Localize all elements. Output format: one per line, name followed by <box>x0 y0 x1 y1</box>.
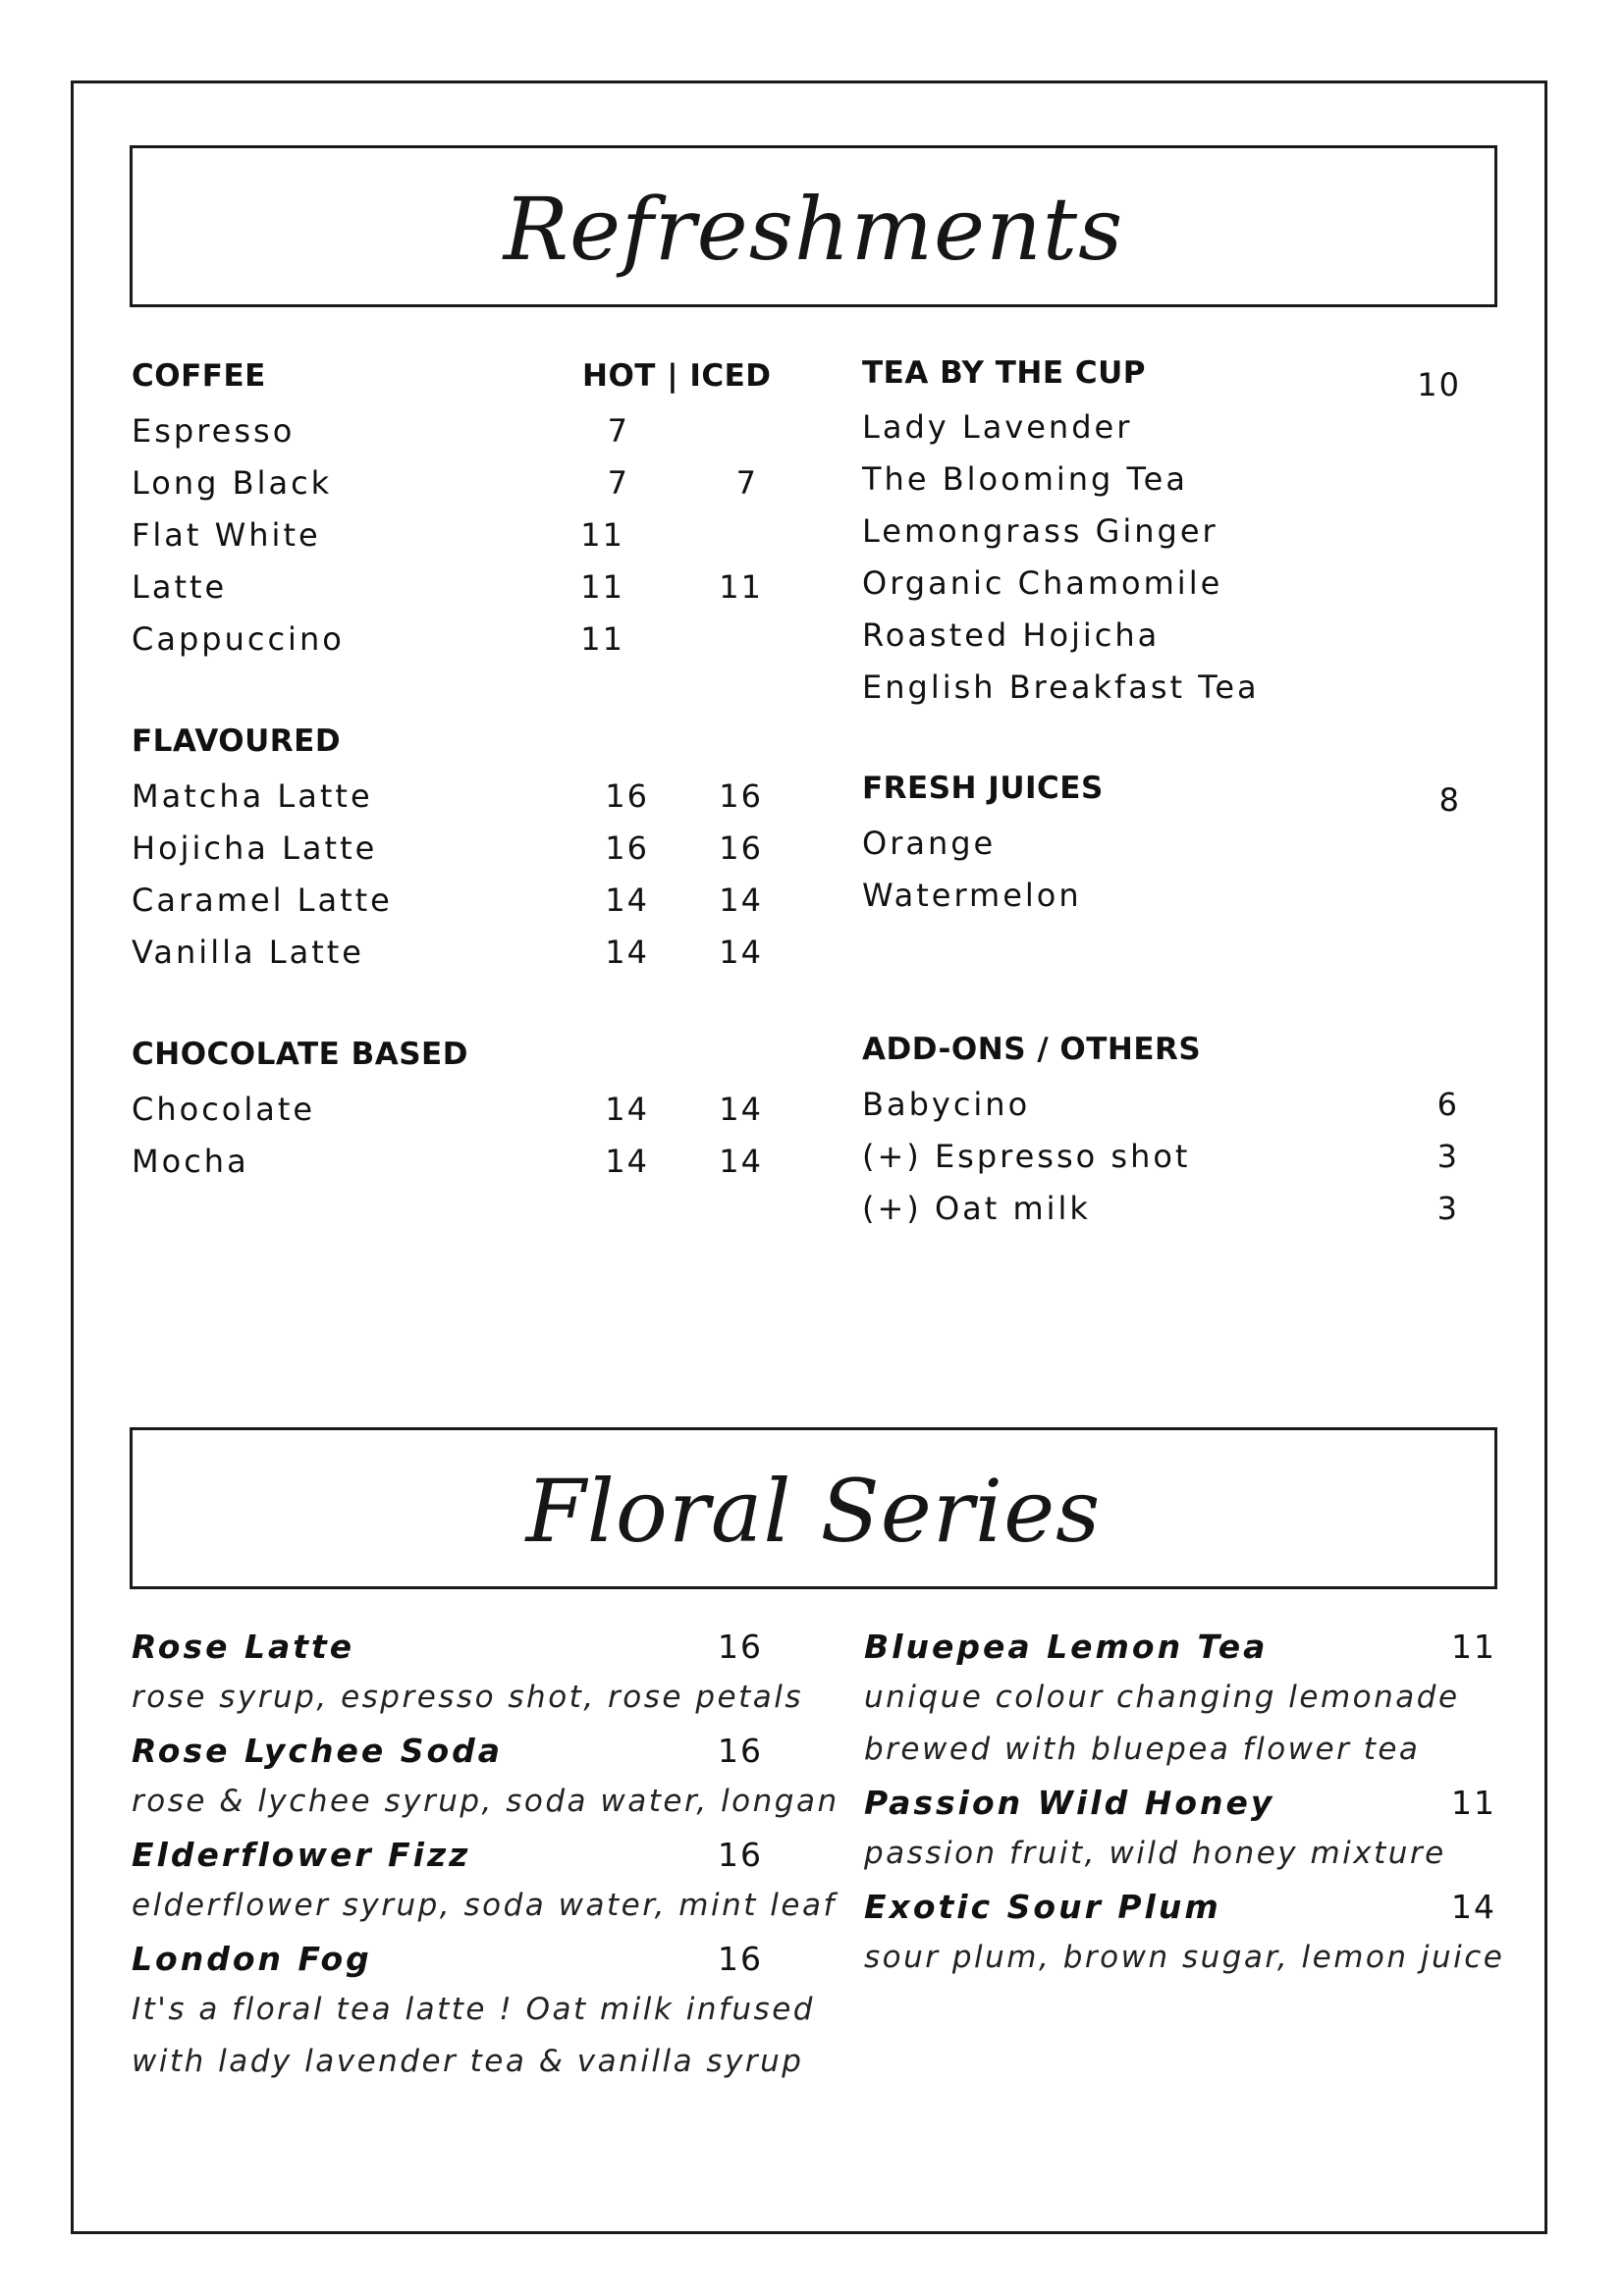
menu-item <box>862 668 1461 721</box>
item-name: Lemongrass Ginger <box>862 512 1218 550</box>
hot-price: 16 <box>605 777 649 815</box>
menu-item <box>862 408 1461 460</box>
menu-item <box>862 1138 1461 1190</box>
floral-item-desc: with lady lavender tea & vanilla syrup <box>132 2044 804 2079</box>
floral-item-price: 14 <box>1451 1888 1496 1926</box>
tea-heading: TEA BY THE CUP <box>862 355 1146 391</box>
hot-iced-heading: HOT | ICED <box>582 358 772 394</box>
item-name: Hojicha Latte <box>132 829 378 867</box>
menu-item <box>132 777 770 829</box>
hot-price: 16 <box>605 829 649 867</box>
item-name: Vanilla Latte <box>132 934 364 971</box>
menu-item <box>862 512 1461 564</box>
item-name: Orange <box>862 825 997 862</box>
item-name: Caramel Latte <box>132 881 393 919</box>
iced-price: 16 <box>719 829 763 867</box>
juices-heading: FRESH JUICES <box>862 771 1104 806</box>
menu-item <box>132 1143 770 1195</box>
menu-item <box>862 460 1461 512</box>
item-price: 3 <box>1436 1138 1459 1175</box>
menu-item <box>132 516 770 568</box>
item-name: Mocha <box>132 1143 249 1180</box>
menu-item <box>132 934 770 986</box>
item-price: 3 <box>1436 1190 1459 1227</box>
floral-item <box>864 1784 1496 1888</box>
floral-item-name: Passion Wild Honey <box>864 1784 1275 1822</box>
floral-title: Floral Series <box>525 1460 1102 1562</box>
hot-price: 11 <box>580 516 624 554</box>
refreshments-title-box <box>130 145 1497 307</box>
menu-item <box>132 1091 770 1143</box>
menu-item <box>862 1190 1461 1242</box>
item-name: (+) Espresso shot <box>862 1138 1191 1175</box>
iced-price: 11 <box>719 568 763 606</box>
floral-item-desc: elderflower syrup, soda water, mint leaf <box>132 1888 837 1923</box>
floral-item-desc: passion fruit, wild honey mixture <box>864 1836 1446 1871</box>
floral-item <box>864 1888 1505 1992</box>
hot-price: 14 <box>605 934 649 971</box>
floral-item <box>132 1628 803 1732</box>
menu-item <box>862 1086 1461 1138</box>
floral-item-name: Rose Latte <box>132 1628 355 1666</box>
item-name: Matcha Latte <box>132 777 373 815</box>
addons-heading: ADD-ONS / OTHERS <box>862 1032 1202 1067</box>
floral-item <box>132 1940 815 2096</box>
floral-item-desc: rose syrup, espresso shot, rose petals <box>132 1680 803 1715</box>
menu-item <box>132 412 770 464</box>
floral-item-name: Elderflower Fizz <box>132 1836 471 1874</box>
hot-price: 14 <box>605 881 649 919</box>
item-name: (+) Oat milk <box>862 1190 1091 1227</box>
menu-item <box>862 616 1461 668</box>
flavoured-heading: FLAVOURED <box>132 723 342 759</box>
item-name: English Breakfast Tea <box>862 668 1260 706</box>
hot-price: 11 <box>580 568 624 606</box>
floral-item-price: 16 <box>718 1628 763 1666</box>
item-price: 6 <box>1436 1086 1459 1123</box>
menu-item <box>862 825 1461 877</box>
menu-item <box>132 881 770 934</box>
item-name: Lady Lavender <box>862 408 1133 446</box>
menu-item <box>862 564 1461 616</box>
tea-price: 10 <box>1417 366 1461 403</box>
floral-item-name: Rose Lychee Soda <box>132 1732 504 1770</box>
floral-item-desc: unique colour changing lemonade <box>864 1680 1460 1715</box>
floral-title-box <box>130 1427 1497 1589</box>
floral-item-price: 11 <box>1451 1784 1496 1822</box>
item-name: Cappuccino <box>132 620 345 658</box>
menu-item <box>132 829 770 881</box>
hot-price: 14 <box>605 1091 649 1128</box>
floral-item <box>132 1732 839 1836</box>
chocolate-heading: CHOCOLATE BASED <box>132 1037 468 1072</box>
floral-item-price: 16 <box>718 1732 763 1770</box>
hot-price: 7 <box>607 464 629 502</box>
iced-price: 14 <box>719 1091 763 1128</box>
juices-price: 8 <box>1438 781 1461 819</box>
floral-item <box>864 1628 1496 1784</box>
floral-item-price: 11 <box>1451 1628 1496 1666</box>
item-name: Watermelon <box>862 877 1082 914</box>
floral-item-name: Bluepea Lemon Tea <box>864 1628 1269 1666</box>
hot-price: 14 <box>605 1143 649 1180</box>
item-name: Long Black <box>132 464 333 502</box>
floral-item-desc: brewed with bluepea flower tea <box>864 1732 1421 1767</box>
floral-item-price: 16 <box>718 1836 763 1874</box>
floral-item-name: London Fog <box>132 1940 372 1978</box>
item-name: Chocolate <box>132 1091 316 1128</box>
iced-price: 16 <box>719 777 763 815</box>
item-name: Organic Chamomile <box>862 564 1223 602</box>
floral-item-price: 16 <box>718 1940 763 1978</box>
floral-item <box>132 1836 837 1940</box>
coffee-heading: COFFEE <box>132 358 266 394</box>
item-name: Flat White <box>132 516 321 554</box>
refreshments-title: Refreshments <box>503 178 1124 280</box>
iced-price: 14 <box>719 934 763 971</box>
item-name: Roasted Hojicha <box>862 616 1161 654</box>
menu-item <box>132 568 770 620</box>
floral-item-name: Exotic Sour Plum <box>864 1888 1221 1926</box>
menu-item <box>862 877 1461 929</box>
hot-price: 11 <box>580 620 624 658</box>
item-name: Espresso <box>132 412 296 450</box>
item-name: Latte <box>132 568 228 606</box>
menu-item <box>132 620 770 672</box>
floral-item-desc: rose & lychee syrup, soda water, longan <box>132 1784 839 1819</box>
hot-price: 7 <box>607 412 629 450</box>
menu-item <box>132 464 770 516</box>
floral-item-desc: sour plum, brown sugar, lemon juice <box>864 1940 1505 1975</box>
floral-item-desc: It's a floral tea latte ! Oat milk infused <box>132 1992 815 2027</box>
item-name: Babycino <box>862 1086 1031 1123</box>
iced-price: 7 <box>735 464 758 502</box>
item-name: The Blooming Tea <box>862 460 1188 498</box>
iced-price: 14 <box>719 1143 763 1180</box>
iced-price: 14 <box>719 881 763 919</box>
